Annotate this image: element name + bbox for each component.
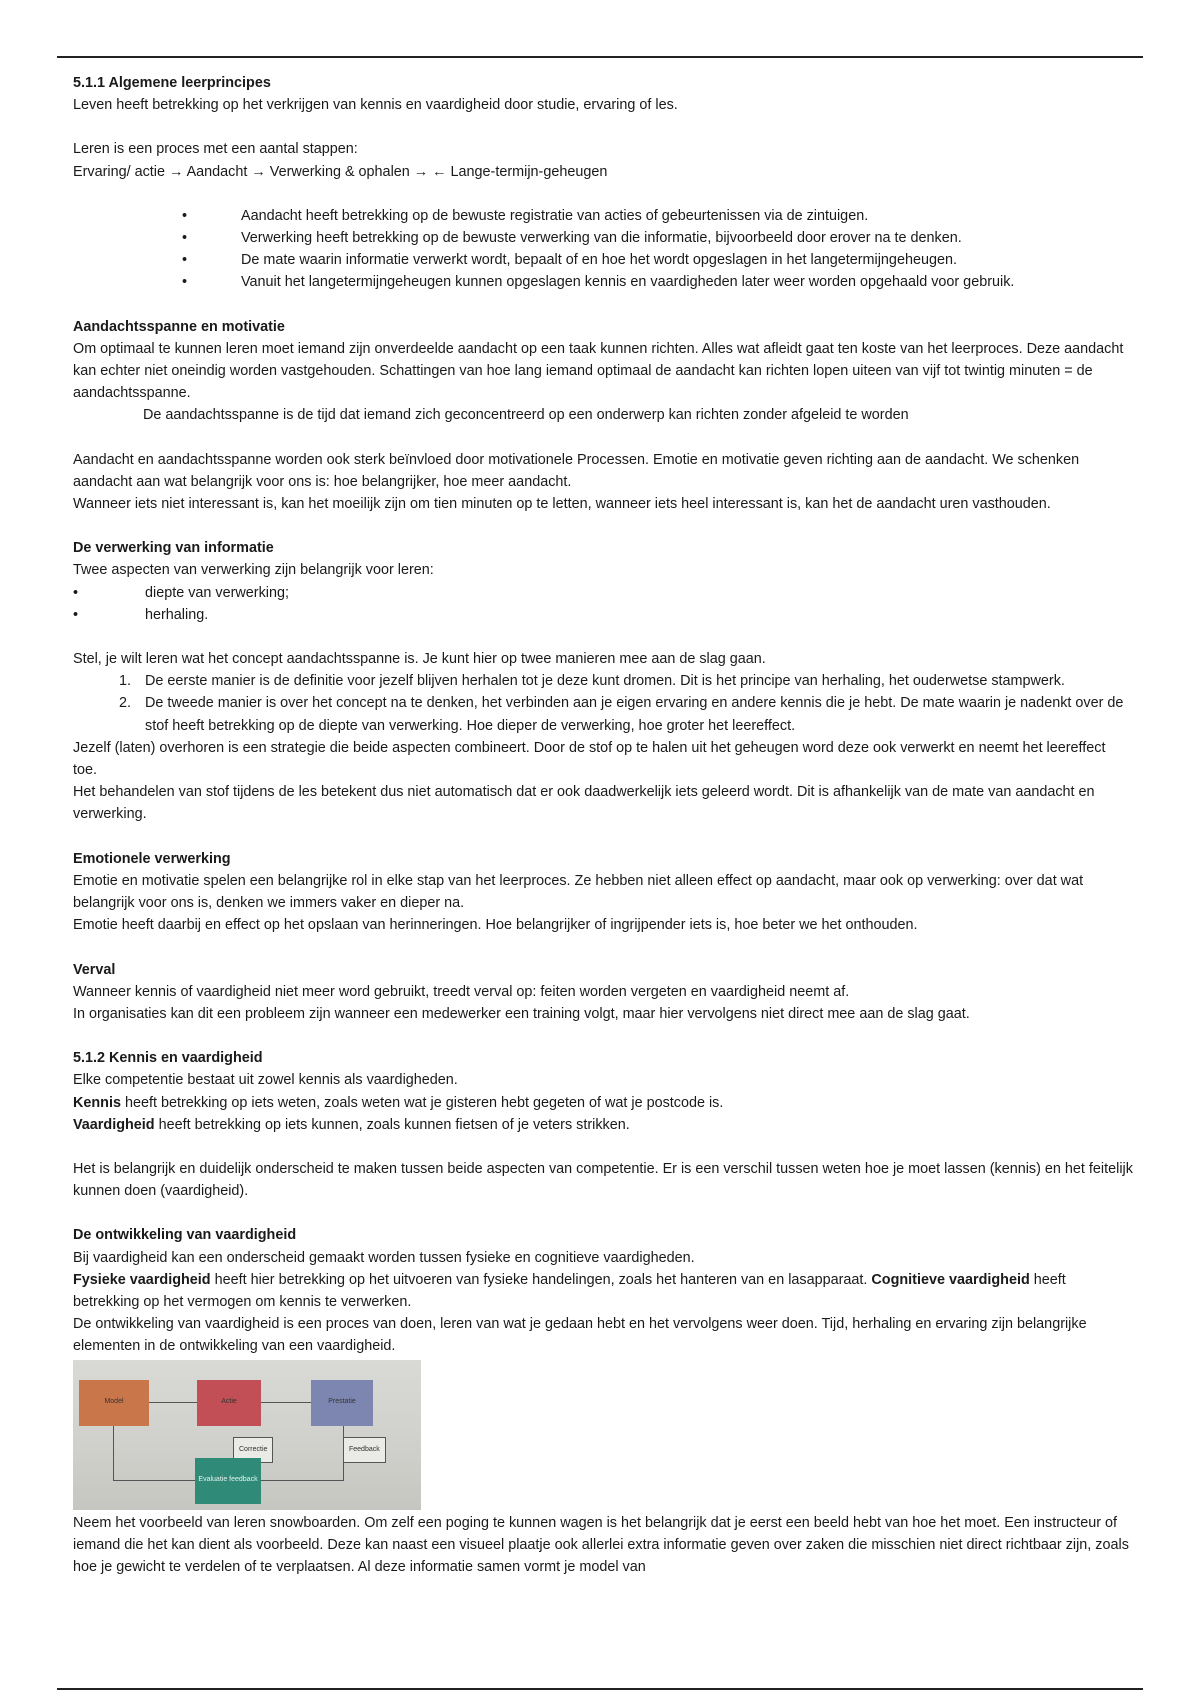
- paragraph: Emotie heeft daarbij en effect op het opslaan van herinneringen. Hoe belangrijker of ingrijpender iets is, hoe beter we het onthouden.: [73, 917, 918, 934]
- numbered-item: 1. De eerste manier is de definitie voor jezelf blijven herhalen tot je deze kunt dromen. Dit is het principe van herhaling, het ouderwetse stampwerk.: [118, 673, 1065, 690]
- subheading-ontwikkeling: De ontwikkeling van vaardigheid: [73, 1227, 297, 1244]
- subheading-aandachtsspanne: Aandachtsspanne en motivatie: [73, 318, 285, 335]
- list-item: • Verwerking heeft betrekking op de bewuste verwerking van die informatie, bijvoorbeeld door erover na te denken.: [181, 230, 962, 247]
- document-page: [73, 72, 1133, 1578]
- footer-rule: [57, 1688, 1143, 1690]
- paragraph: Kennis heeft betrekking op iets weten, zoals weten wat je gisteren hebt gegeten of wat je postcode is.: [73, 1094, 724, 1111]
- diagram-box-model: Model: [79, 1380, 149, 1426]
- term-vaardigheid: Vaardigheid: [73, 1116, 155, 1133]
- diagram-box-actie: Actie: [197, 1380, 261, 1426]
- paragraph: Het behandelen van stof tijdens de les betekent dus niet automatisch dat er ook daadwerkelijk iets geleerd wordt. Dit is afhankelijk van de mate van aandacht en verwerking.: [73, 784, 1095, 823]
- paragraph: Aandacht en aandachtsspanne worden ook sterk beïnvloed door motivationele Processen. Emotie en motivatie geven richting aan de aandacht. We schenken aandacht aan wat belangrijk voor ons is: hoe belangrijker, hoe meer aandacht.: [73, 451, 1080, 490]
- paragraph: De ontwikkeling van vaardigheid is een proces van doen, leren van wat je gedaan hebt en het vervolgens weer doen. Tijd, herhaling en ervaring zijn belangrijke elementen in de ontwikkeling van een vaardigheid.: [73, 1316, 1087, 1355]
- list-item: • De mate waarin informatie verwerkt wordt, bepaalt of en hoe het wordt opgeslagen in het langetermijngeheugen.: [181, 252, 957, 269]
- paragraph: Neem het voorbeeld van leren snowboarden. Om zelf een poging te kunnen wagen is het belangrijk dat je eerst een beeld hebt van hoe het moet. Een instructeur of iemand die het kan dient als voorbeeld. Deze kan naast een visueel plaatje ook allerlei extra informatie geven over zaken die misschien niet direct richtbaar zijn, zoals hoe je gewicht te verdelen of te verplaatsen. Al deze informatie samen vormt je model van: [73, 1514, 1129, 1575]
- paragraph: Leren is een proces met een aantal stappen:: [73, 141, 358, 158]
- term-fysieke-vaardigheid: Fysieke vaardigheid: [73, 1271, 211, 1288]
- diagram-label-feedback: Feedback: [343, 1437, 386, 1463]
- list-item: • Vanuit het langetermijngeheugen kunnen opgeslagen kennis en vaardigheden later weer worden opgehaald voor gebruik.: [181, 274, 1015, 291]
- paragraph: Jezelf (laten) overhoren is een strategie die beide aspecten combineert. Door de stof op te halen uit het geheugen word deze ook verwerkt en neemt het leereffect toe.: [73, 739, 1106, 779]
- subheading-emotionele-verwerking: Emotionele verwerking: [73, 850, 231, 867]
- list-item: • Aandacht heeft betrekking op de bewuste registratie van acties of gebeurtenissen via de zintuigen.: [181, 207, 869, 224]
- diagram-label-correctie: Correctie: [233, 1437, 273, 1463]
- paragraph: Twee aspecten van verwerking zijn belangrijk voor leren:: [73, 562, 434, 579]
- paragraph: Wanneer iets niet interessant is, kan het moeilijk zijn om tien minuten op te letten, wanneer iets heel interessant is, kan het de aandacht uren vasthouden.: [73, 496, 1051, 513]
- paragraph: Fysieke vaardigheid heeft hier betrekking op het uitvoeren van fysieke handelingen, zoals het hanteren van en lasapparaat. Cognitieve vaardigheid heeft betrekking op het vermogen om kennis te verwerken.: [73, 1271, 1066, 1310]
- list-item: • diepte van verwerking;: [73, 584, 289, 601]
- header-rule: [57, 56, 1143, 58]
- process-steps: Ervaring/ actie → Aandacht → Verwerking & ophalen → ← Lange-termijn-geheugen: [73, 163, 608, 180]
- subheading-verwerking: De verwerking van informatie: [73, 540, 274, 557]
- paragraph: Wanneer kennis of vaardigheid niet meer word gebruikt, treedt verval op: feiten worden vergeten en vaardigheid neemt af.: [73, 983, 850, 1000]
- definition: De aandachtsspanne is de tijd dat iemand zich geconcentreerd op een onderwerp kan richten zonder afgeleid te worden: [143, 407, 909, 424]
- list-item: • herhaling.: [73, 606, 209, 623]
- skill-development-diagram: [73, 1360, 421, 1510]
- paragraph: Vaardigheid heeft betrekking op iets kunnen, zoals kunnen fietsen of je veters strikken.: [73, 1116, 630, 1133]
- paragraph: In organisaties kan dit een probleem zijn wanneer een medewerker een training volgt, maar hier vervolgens niet direct mee aan de slag gaat.: [73, 1005, 970, 1022]
- diagram-box-evaluatie: Evaluatie feedback: [195, 1458, 261, 1504]
- paragraph: Bij vaardigheid kan een onderscheid gemaakt worden tussen fysieke en cognitieve vaardigheden.: [73, 1249, 695, 1266]
- paragraph: Elke competentie bestaat uit zowel kennis als vaardigheden.: [73, 1072, 458, 1089]
- section-heading-5-1-2: 5.1.2 Kennis en vaardigheid: [73, 1050, 263, 1067]
- term-kennis: Kennis: [73, 1094, 121, 1111]
- numbered-item: 2. De tweede manier is over het concept na te denken, het verbinden aan je eigen ervaring en andere kennis die je hebt. De mate waarin je nadenkt over de stof heeft betrekking op de diepte van verwerking. Hoe dieper de verwerking, hoe groter het leereffect.: [118, 695, 1124, 734]
- paragraph: Het is belangrijk en duidelijk onderscheid te maken tussen beide aspecten van competentie. Er is een verschil tussen weten hoe je moet lassen (kennis) en het feitelijk kunnen doen (vaardigheid).: [73, 1160, 1133, 1200]
- subheading-verval: Verval: [73, 961, 116, 978]
- section-heading-5-1-1: 5.1.1 Algemene leerprincipes: [73, 75, 271, 91]
- paragraph: Stel, je wilt leren wat het concept aandachtsspanne is. Je kunt hier op twee manieren mee aan de slag gaan.: [73, 651, 766, 668]
- diagram-box-prestatie: Prestatie: [311, 1380, 373, 1426]
- paragraph: Om optimaal te kunnen leren moet iemand zijn onverdeelde aandacht op een taak kunnen richten. Alles wat afleidt gaat ten koste van het leerproces. Deze aandacht kan echter niet oneindig worden vastgehouden. Schattingen van hoe lang iemand optimaal de aandacht kan richten lopen uiteen van vijf tot twintig minuten = de aandachtsspanne.: [73, 340, 1124, 402]
- paragraph: Leven heeft betrekking op het verkrijgen van kennis en vaardigheid door studie, ervaring of les.: [73, 97, 678, 114]
- term-cognitieve-vaardigheid: Cognitieve vaardigheid: [871, 1271, 1030, 1288]
- paragraph: Emotie en motivatie spelen een belangrijke rol in elke stap van het leerproces. Ze hebben niet alleen effect op aandacht, maar ook op verwerking: over dat wat belangrijk voor ons is, denken we immers vaker en dieper na.: [73, 872, 1084, 912]
